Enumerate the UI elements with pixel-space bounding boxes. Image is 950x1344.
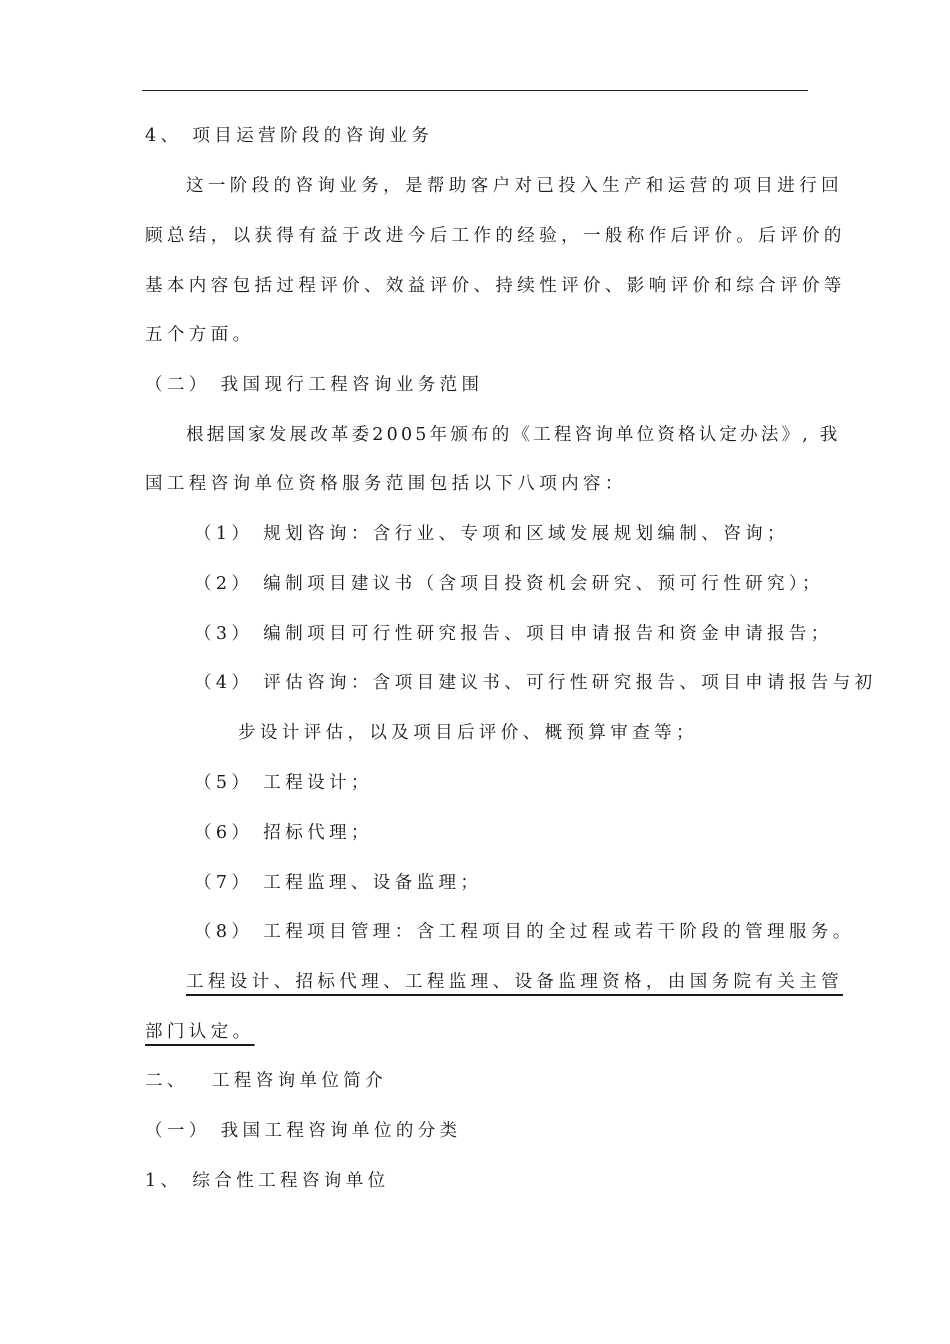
- section-heading-consulting-units: 二、 工程咨询单位简介: [145, 1071, 388, 1091]
- paragraph-line: 根据国家发展改革委2005年颁布的《工程咨询单位资格认定办法》, 我: [186, 425, 841, 445]
- list-item: （5） 工程设计；: [194, 773, 373, 793]
- list-item: （1） 规划咨询：含行业、专项和区域发展规划编制、咨询；: [194, 524, 789, 544]
- paragraph-line: 国工程咨询单位资格服务范围包括以下八项内容：: [145, 474, 627, 494]
- paragraph-line: 顾总结，以获得有益于改进今后工作的经验，一般称作后评价。后评价的: [145, 226, 846, 246]
- underlined-paragraph-line: 部门认定。: [145, 1022, 255, 1042]
- heading-unit-classification: （一） 我国工程咨询单位的分类: [145, 1121, 462, 1141]
- heading-business-scope: （二） 我国现行工程咨询业务范围: [145, 375, 484, 395]
- list-item: （3） 编制项目可行性研究报告、项目申请报告和资金申请报告；: [194, 624, 833, 644]
- paragraph-line: 五个方面。: [145, 325, 255, 345]
- list-item: （2） 编制项目建议书（含项目投资机会研究、预可行性研究）；: [194, 574, 824, 594]
- heading-comprehensive-units: 1、 综合性工程咨询单位: [145, 1171, 390, 1191]
- list-item-continuation: 步设计评估，以及项目后评价、概预算审查等；: [238, 723, 698, 743]
- paragraph-line: 基本内容包括过程评价、效益评价、持续性评价、影响评价和综合评价等: [145, 276, 846, 296]
- list-item: （6） 招标代理；: [194, 823, 373, 843]
- paragraph-line: 这一阶段的咨询业务，是帮助客户对已投入生产和运营的项目进行回: [186, 176, 843, 196]
- list-item: （7） 工程监理、设备监理；: [194, 873, 483, 893]
- list-item: （4） 评估咨询：含项目建议书、可行性研究报告、项目申请报告与初: [194, 673, 877, 693]
- list-item: （8） 工程项目管理：含工程项目的全过程或若干阶段的管理服务。: [194, 922, 855, 942]
- header-rule: [142, 90, 808, 91]
- heading-operation-stage: 4、 项目运营阶段的咨询业务: [145, 126, 434, 146]
- underlined-paragraph-line: 工程设计、招标代理、工程监理、设备监理资格，由国务院有关主管: [186, 972, 843, 992]
